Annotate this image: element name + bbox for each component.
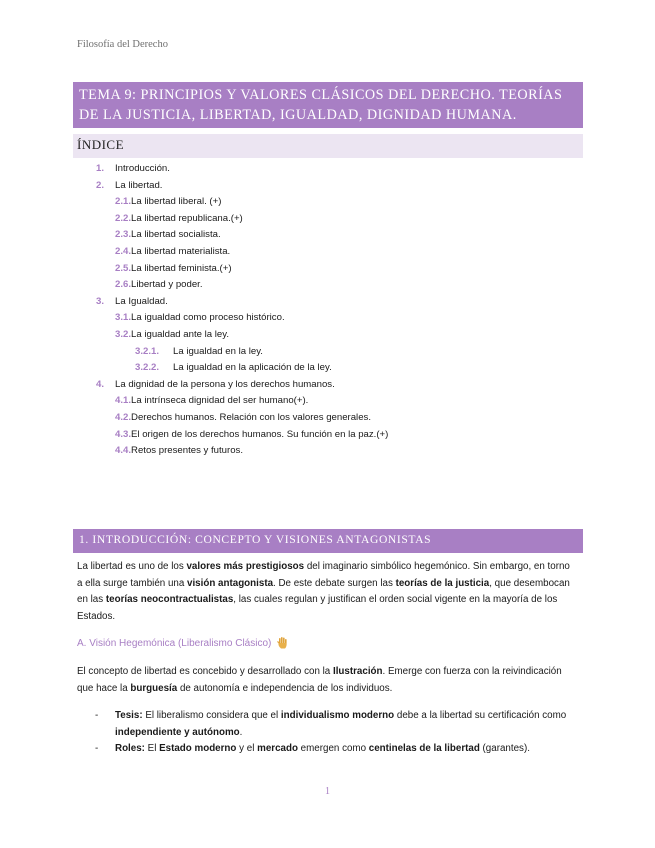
- toc-label: Retos presentes y futuros.: [131, 445, 243, 457]
- toc-item[interactable]: [115, 246, 230, 257]
- bold-run: burguesía: [130, 682, 178, 694]
- toc-label: La dignidad de la persona y los derechos humanos.: [115, 378, 335, 390]
- toc-label: La libertad republicana.(+): [131, 212, 243, 224]
- toc-item[interactable]: [115, 196, 221, 207]
- toc-item[interactable]: [96, 180, 162, 191]
- bold-run: visión antagonista: [187, 577, 274, 589]
- bullet-dash: -: [95, 710, 99, 721]
- bold-run: centinelas de la libertad: [368, 743, 480, 754]
- toc-number: 2.: [96, 179, 105, 191]
- page-number: 1: [325, 786, 330, 797]
- bold-run: teorías de la justicia: [395, 577, 490, 589]
- text-run: del imaginario simbólico hegemónico. Sin embargo, en torno a ella surge también una: [77, 561, 570, 589]
- text-run: de autonomía e independencia de los individuos.: [177, 682, 393, 694]
- toc-label: Derechos humanos. Relación con los valores generales.: [131, 412, 371, 423]
- text-run: El liberalismo considera que el: [142, 710, 281, 721]
- text-run: , que desembocan en las: [77, 577, 570, 606]
- toc-item[interactable]: [135, 362, 332, 373]
- text-run: . De este debate surgen las: [273, 577, 396, 589]
- toc-label: La libertad socialista.: [131, 229, 221, 241]
- bold-run: teorías neocontractualistas: [105, 594, 234, 606]
- chapter-title-line-1: TEMA 9: PRINCIPIOS Y VALORES CLÁSICOS DEL DERECHO. TEORÍAS: [79, 87, 563, 103]
- text-run: El concepto de libertad es concebido y desarrollado con la: [77, 666, 333, 677]
- toc-label: La igualdad como proceso histórico.: [131, 312, 285, 324]
- index-heading: ÍNDICE: [73, 134, 583, 158]
- toc-item[interactable]: [115, 213, 243, 224]
- toc-label: La libertad feminista.(+): [131, 262, 232, 274]
- raised-hand-icon: [277, 637, 288, 649]
- toc-item[interactable]: [115, 329, 229, 340]
- bold-run: Ilustración: [332, 666, 383, 677]
- toc-number: 2.4.: [115, 246, 132, 257]
- toc-number: 4.1.: [115, 395, 132, 407]
- toc-number: 3.1.: [115, 312, 132, 324]
- toc-item[interactable]: [135, 346, 263, 357]
- toc-label: El origen de los derechos humanos. Su función en la paz.(+): [131, 428, 389, 440]
- toc-number: 3.2.: [115, 329, 132, 340]
- toc-item[interactable]: [115, 395, 308, 406]
- toc-item[interactable]: [115, 412, 371, 423]
- bold-run: Estado moderno: [159, 743, 237, 754]
- toc-label: Introducción.: [115, 163, 170, 174]
- text-run: La libertad es uno de los: [77, 561, 187, 572]
- text-run: El: [144, 743, 160, 754]
- toc-label: La libertad liberal. (+): [131, 196, 222, 208]
- toc-number: 3.2.2.: [135, 362, 160, 374]
- toc-number: 2.5.: [115, 262, 132, 274]
- toc-label: La igualdad en la ley.: [173, 345, 263, 357]
- toc-label: La igualdad en la aplicación de la ley.: [173, 362, 332, 374]
- toc-item[interactable]: [115, 279, 203, 290]
- bullet-dash: -: [95, 743, 99, 754]
- concept-paragraph: [77, 664, 577, 697]
- toc-number: 4.2.: [115, 412, 132, 423]
- toc-item[interactable]: [115, 429, 388, 440]
- bullet-text: [115, 708, 585, 741]
- toc-number: 1.: [96, 163, 105, 174]
- chapter-title: [73, 82, 583, 128]
- text-run: .: [239, 726, 243, 738]
- subsection-heading: [77, 637, 288, 649]
- toc-number: 4.: [96, 378, 105, 390]
- bullet-text: [115, 741, 585, 758]
- toc-number: 4.4.: [115, 445, 132, 457]
- bold-run: Tesis:: [115, 710, 143, 721]
- bold-run: individualismo moderno: [280, 710, 395, 721]
- text-run: debe a la libertad su certificación como: [394, 710, 567, 721]
- toc-item[interactable]: [115, 229, 221, 240]
- subsection-heading-text: A. Visión Hegemónica (Liberalismo Clásico): [77, 637, 272, 649]
- toc-number: 2.6.: [115, 279, 132, 291]
- toc-item[interactable]: [115, 312, 285, 323]
- toc-number: 3.2.1.: [135, 345, 160, 357]
- toc-number: 2.1.: [115, 196, 132, 208]
- toc-label: La Igualdad.: [115, 295, 168, 307]
- bold-run: mercado: [257, 743, 298, 754]
- text-run: , las cuales regulan y justifican el orden social vigente en la mayoría de los Estados.: [77, 594, 558, 622]
- toc-number: 2.2.: [115, 212, 132, 224]
- toc-item[interactable]: [115, 263, 232, 274]
- toc-label: La igualdad ante la ley.: [131, 329, 229, 340]
- text-run: (garantes).: [479, 743, 530, 754]
- toc-number: 3.: [96, 295, 105, 307]
- toc-number: 4.3.: [115, 428, 132, 440]
- toc-label: Libertad y poder.: [131, 279, 203, 291]
- toc-item[interactable]: [115, 445, 243, 456]
- toc-label: La libertad materialista.: [131, 246, 231, 257]
- running-header: Filosofía del Derecho: [77, 39, 168, 50]
- toc-number: 2.3.: [115, 229, 132, 241]
- bold-run: independiente y autónomo: [115, 726, 240, 738]
- chapter-title-line-2: DE LA JUSTICIA, LIBERTAD, IGUALDAD, DIGNIDAD HUMANA.: [79, 107, 517, 123]
- bold-run: valores más prestigiosos: [186, 561, 305, 572]
- toc-label: La intrínseca dignidad del ser humano(+).: [131, 395, 309, 407]
- toc-item[interactable]: [96, 163, 170, 174]
- toc-label: La libertad.: [115, 179, 163, 191]
- section-heading: 1. INTRODUCCIÓN: CONCEPTO Y VISIONES ANTAGONISTAS: [73, 529, 583, 553]
- toc-item[interactable]: [96, 296, 168, 307]
- text-run: y el: [236, 743, 258, 754]
- toc-item[interactable]: [96, 379, 335, 390]
- text-run: emergen como: [297, 743, 369, 754]
- intro-paragraph: [77, 559, 577, 625]
- bold-run: Roles:: [115, 743, 145, 754]
- text-run: . Emerge con fuerza con la reivindicación que hace la: [77, 666, 562, 694]
